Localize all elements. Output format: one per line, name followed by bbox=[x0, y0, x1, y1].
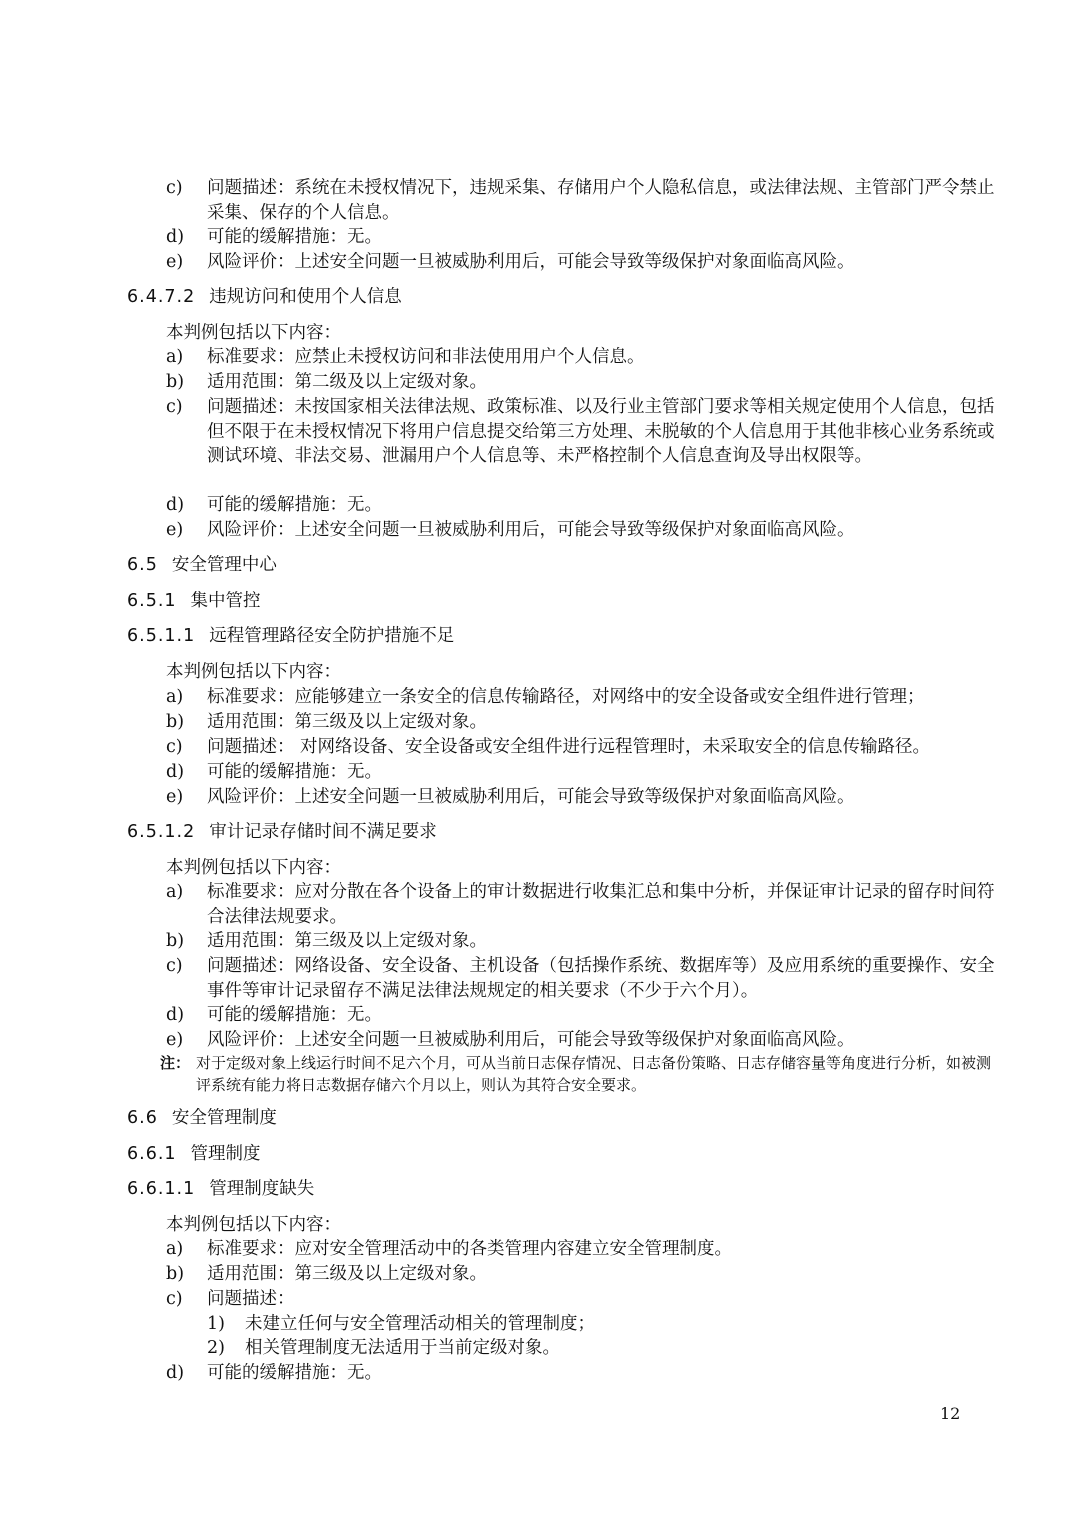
item-text: 可能的缓解措施：无。 bbox=[207, 227, 382, 247]
section-title: 管理制度缺失 bbox=[209, 1179, 315, 1199]
intro-text: 本判例包括以下内容： bbox=[166, 858, 341, 878]
item-label: c) bbox=[166, 956, 183, 976]
item-label: e) bbox=[166, 520, 184, 540]
section-title: 管理制度 bbox=[190, 1144, 261, 1164]
section-number: 6.5.1.1 bbox=[127, 626, 196, 646]
item-text: 标准要求：应禁止未授权访问和非法使用用户个人信息。 bbox=[207, 347, 645, 367]
item-text: 风险评价：上述安全问题一旦被威胁利用后，可能会导致等级保护对象面临高风险。 bbox=[207, 520, 855, 540]
item-label: c) bbox=[166, 178, 183, 198]
item-text: 标准要求：应对分散在各个设备上的审计数据进行收集汇总和集中分析，并保证审计记录的留存时间符合法律法规要求。 bbox=[207, 882, 995, 927]
item-text: 问题描述：网络设备、安全设备、主机设备（包括操作系统、数据库等）及应用系统的重要操作、安全事件等审计记录留存不满足法律法规规定的相关要求（不少于六个月）。 bbox=[207, 956, 995, 1001]
item-text: 适用范围：第二级及以上定级对象。 bbox=[207, 372, 487, 392]
section-number: 6.5.1.2 bbox=[127, 822, 196, 842]
item-text: 适用范围：第三级及以上定级对象。 bbox=[207, 931, 487, 951]
sub-item-label: 1) bbox=[207, 1314, 225, 1334]
page-number: 12 bbox=[940, 1404, 961, 1423]
section-title: 安全管理中心 bbox=[171, 555, 277, 575]
item-label: e) bbox=[166, 1030, 184, 1050]
item-label: d) bbox=[166, 1005, 185, 1025]
item-text: 风险评价：上述安全问题一旦被威胁利用后，可能会导致等级保护对象面临高风险。 bbox=[207, 252, 855, 272]
item-text: 适用范围：第三级及以上定级对象。 bbox=[207, 1264, 487, 1284]
item-text: 标准要求：应能够建立一条安全的信息传输路径，对网络中的安全设备或安全组件进行管理； bbox=[207, 687, 925, 707]
section-heading-6-4-7-2 bbox=[127, 285, 402, 309]
item-text: 适用范围：第三级及以上定级对象。 bbox=[207, 712, 487, 732]
item-label: d) bbox=[166, 762, 185, 782]
section-heading-6-6-1-1 bbox=[127, 1177, 314, 1201]
section-heading-6-5-1-2 bbox=[127, 820, 437, 844]
item-text: 问题描述： bbox=[207, 1289, 295, 1309]
item-label: a) bbox=[166, 687, 184, 707]
intro-text: 本判例包括以下内容： bbox=[166, 323, 341, 343]
sub-item-label: 2) bbox=[207, 1338, 225, 1358]
section-title: 违规访问和使用个人信息 bbox=[209, 287, 402, 307]
item-text: 可能的缓解措施：无。 bbox=[207, 762, 382, 782]
section-title: 审计记录存储时间不满足要求 bbox=[209, 822, 437, 842]
section-number: 6.6.1.1 bbox=[127, 1179, 196, 1199]
section-heading-6-6-1 bbox=[127, 1142, 261, 1166]
item-text: 标准要求：应对安全管理活动中的各类管理内容建立安全管理制度。 bbox=[207, 1239, 732, 1259]
item-label: c) bbox=[166, 397, 183, 417]
item-label: b) bbox=[166, 712, 185, 732]
item-text: 问题描述： 对网络设备、安全设备或安全组件进行远程管理时，未采取安全的信息传输路径。 bbox=[207, 737, 931, 757]
item-label: c) bbox=[166, 737, 183, 757]
item-label: d) bbox=[166, 495, 185, 515]
item-text: 可能的缓解措施：无。 bbox=[207, 495, 382, 515]
section-number: 6.5 bbox=[127, 555, 158, 575]
item-label: b) bbox=[166, 1264, 185, 1284]
section-heading-6-6 bbox=[127, 1106, 277, 1130]
item-text: 问题描述：未按国家相关法律法规、政策标准、以及行业主管部门要求等相关规定使用个人信息，包括但不限于在未授权情况下将用户信息提交给第三方处理、未脱敏的个人信息用于其他非核心业务系统或测试环境、非法交易、泄漏用户个人信息等、未严格控制个人信息查询及导出权限等。 bbox=[207, 397, 995, 466]
item-label: a) bbox=[166, 347, 184, 367]
section-title: 安全管理制度 bbox=[171, 1108, 277, 1128]
sub-item-text: 相关管理制度无法适用于当前定级对象。 bbox=[245, 1338, 560, 1358]
section-number: 6.5.1 bbox=[127, 591, 177, 611]
section-heading-6-5-1-1 bbox=[127, 624, 454, 648]
section-heading-6-5 bbox=[127, 553, 277, 577]
item-text: 问题描述：系统在未授权情况下，违规采集、存储用户个人隐私信息，或法律法规、主管部门严令禁止采集、保存的个人信息。 bbox=[207, 178, 995, 223]
item-label: a) bbox=[166, 882, 184, 902]
item-label: b) bbox=[166, 931, 185, 951]
item-text: 可能的缓解措施：无。 bbox=[207, 1005, 382, 1025]
item-label: c) bbox=[166, 1289, 183, 1309]
item-text: 可能的缓解措施：无。 bbox=[207, 1363, 382, 1383]
item-label: a) bbox=[166, 1239, 184, 1259]
section-heading-6-5-1 bbox=[127, 589, 261, 613]
item-label: d) bbox=[166, 227, 185, 247]
note-label: 注： bbox=[160, 1054, 191, 1072]
section-number: 6.4.7.2 bbox=[127, 287, 196, 307]
item-label: d) bbox=[166, 1363, 185, 1383]
sub-item-text: 未建立任何与安全管理活动相关的管理制度； bbox=[245, 1314, 595, 1334]
item-label: e) bbox=[166, 252, 184, 272]
section-title: 远程管理路径安全防护措施不足 bbox=[209, 626, 455, 646]
note-text: 对于定级对象上线运行时间不足六个月，可从当前日志保存情况、日志备份策略、日志存储容量等角度进行分析，如被测评系统有能力将日志数据存储六个月以上，则认为其符合安全要求。 bbox=[196, 1054, 992, 1094]
item-label: e) bbox=[166, 787, 184, 807]
section-number: 6.6.1 bbox=[127, 1144, 177, 1164]
section-title: 集中管控 bbox=[190, 591, 261, 611]
item-text: 风险评价：上述安全问题一旦被威胁利用后，可能会导致等级保护对象面临高风险。 bbox=[207, 1030, 855, 1050]
intro-text: 本判例包括以下内容： bbox=[166, 662, 341, 682]
item-label: b) bbox=[166, 372, 185, 392]
section-number: 6.6 bbox=[127, 1108, 158, 1128]
item-text: 风险评价：上述安全问题一旦被威胁利用后，可能会导致等级保护对象面临高风险。 bbox=[207, 787, 855, 807]
intro-text: 本判例包括以下内容： bbox=[166, 1215, 341, 1235]
